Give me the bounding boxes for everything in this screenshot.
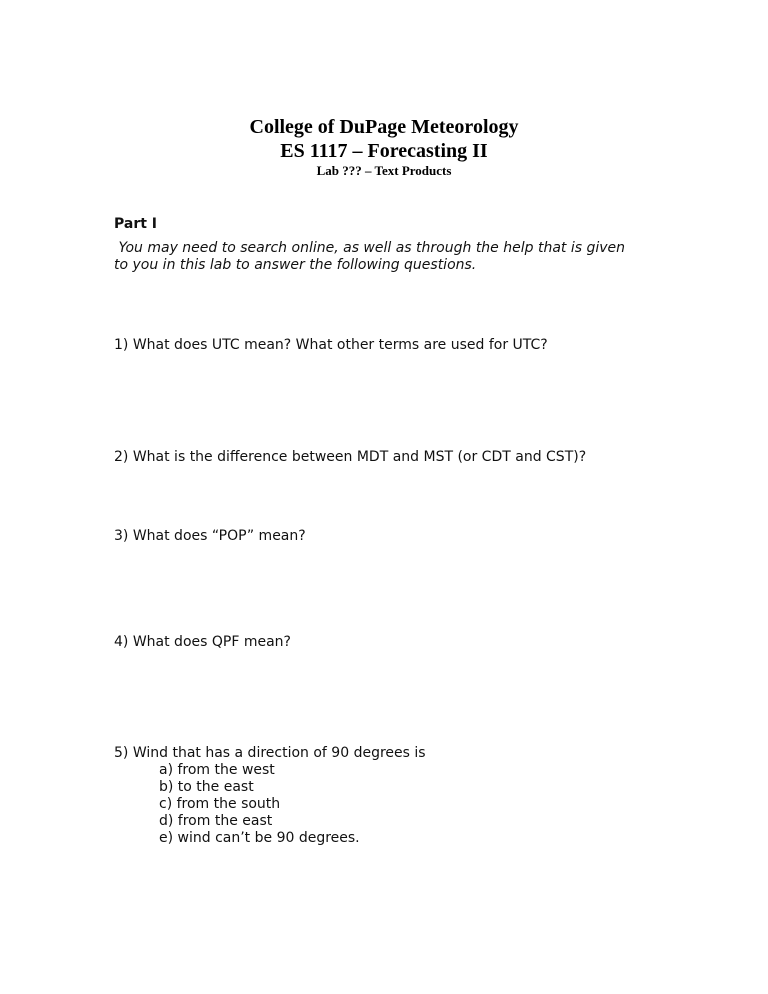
lab-title: Lab ??? – Text Products (316, 163, 452, 178)
option-d: d) from the east (159, 813, 273, 829)
instructions-line-1: You may need to search online, as well as through the help that is given (114, 240, 626, 256)
option-e: e) wind can’t be 90 degrees. (159, 830, 360, 846)
instructions-line-2: to you in this lab to answer the following questions. (114, 257, 477, 273)
course-title: ES 1117 – Forecasting II (280, 140, 488, 162)
question-5: 5) Wind that has a direction of 90 degrees is (114, 745, 426, 761)
option-a: a) from the west (159, 762, 275, 778)
document-title: College of DuPage Meteorology (249, 116, 519, 138)
question-5-options (159, 762, 360, 847)
question-2: 2) What is the difference between MDT and MST (or CDT and CST)? (114, 449, 587, 465)
instructions (114, 240, 674, 274)
option-c: c) from the south (159, 796, 281, 812)
question-3: 3) What does “POP” mean? (114, 528, 306, 544)
question-1: 1) What does UTC mean? What other terms are used for UTC? (114, 337, 548, 353)
option-b: b) to the east (159, 779, 254, 795)
question-4: 4) What does QPF mean? (114, 634, 291, 650)
part-heading: Part I (114, 216, 158, 232)
